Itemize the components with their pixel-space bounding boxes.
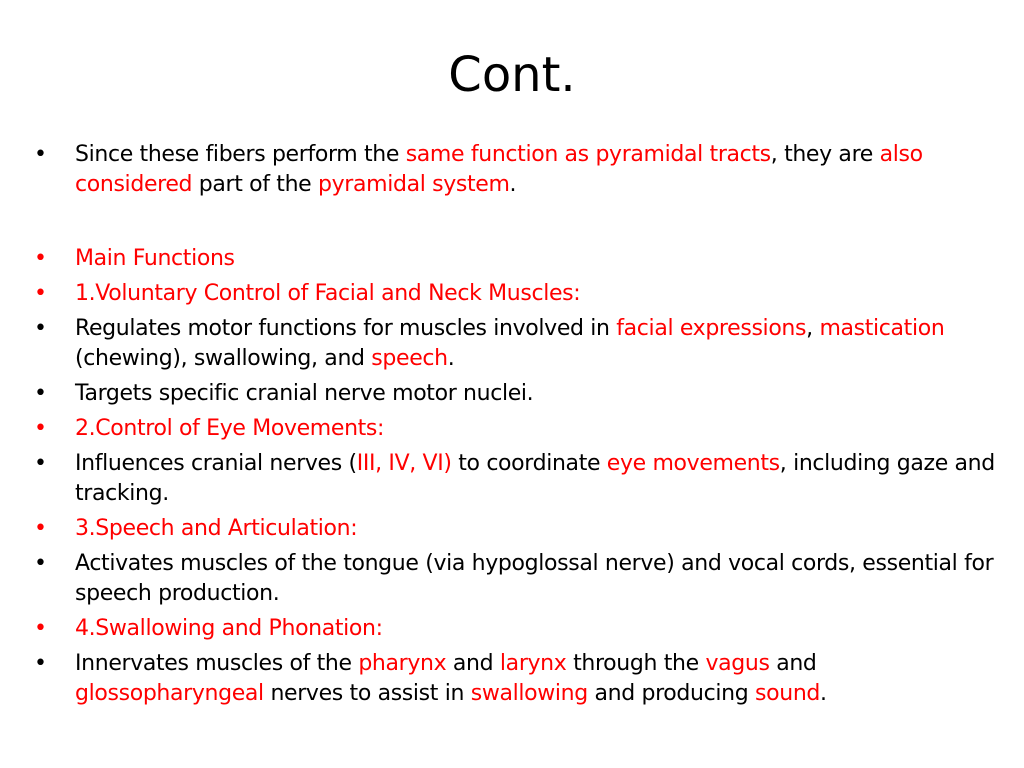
section-heading: 4.Swallowing and Phonation:	[75, 616, 383, 641]
list-item	[30, 614, 1000, 644]
bullet-icon: •	[34, 616, 47, 641]
bullet-icon: •	[34, 316, 47, 341]
list-item	[30, 244, 1000, 274]
list-item	[30, 414, 1000, 444]
section-heading: Main Functions	[75, 246, 235, 271]
bullet-icon: •	[34, 551, 47, 576]
bullet-icon: •	[34, 281, 47, 306]
bullet-text: Since these fibers perform the same function as pyramidal tracts, they are also considered part of the pyramidal system.	[75, 142, 923, 197]
list-item	[30, 549, 1000, 609]
bullet-text: Innervates muscles of the pharynx and larynx through the vagus and glossopharyngeal nerves to assist in swallowing and producing sound.	[75, 651, 827, 706]
bullet-icon: •	[34, 516, 47, 541]
bullet-text: Activates muscles of the tongue (via hypoglossal nerve) and vocal cords, essential for speech production.	[75, 551, 994, 606]
list-item	[30, 449, 1000, 509]
bullet-icon: •	[34, 381, 47, 406]
bullet-text: Influences cranial nerves (III, IV, VI) to coordinate eye movements, including gaze and tracking.	[75, 451, 995, 506]
bullet-icon: •	[34, 416, 47, 441]
list-item	[30, 649, 1000, 709]
section-heading: 1.Voluntary Control of Facial and Neck Muscles:	[75, 281, 581, 306]
list-item	[30, 279, 1000, 309]
bullet-icon: •	[34, 246, 47, 271]
bullet-text: Targets specific cranial nerve motor nuclei.	[75, 381, 534, 406]
list-item	[30, 514, 1000, 544]
bullet-icon: •	[34, 451, 47, 476]
spacer	[30, 200, 1000, 244]
bullet-list	[30, 140, 1000, 709]
bullet-icon: •	[34, 142, 47, 167]
list-item	[30, 140, 1000, 200]
section-heading: 2.Control of Eye Movements:	[75, 416, 385, 441]
section-heading: 3.Speech and Articulation:	[75, 516, 358, 541]
slide-title: Cont.	[448, 47, 576, 103]
list-item	[30, 379, 1000, 409]
bullet-icon: •	[34, 651, 47, 676]
bullet-text: Regulates motor functions for muscles involved in facial expressions, mastication (chewing), swallowing, and speech.	[75, 316, 945, 371]
list-item	[30, 314, 1000, 374]
